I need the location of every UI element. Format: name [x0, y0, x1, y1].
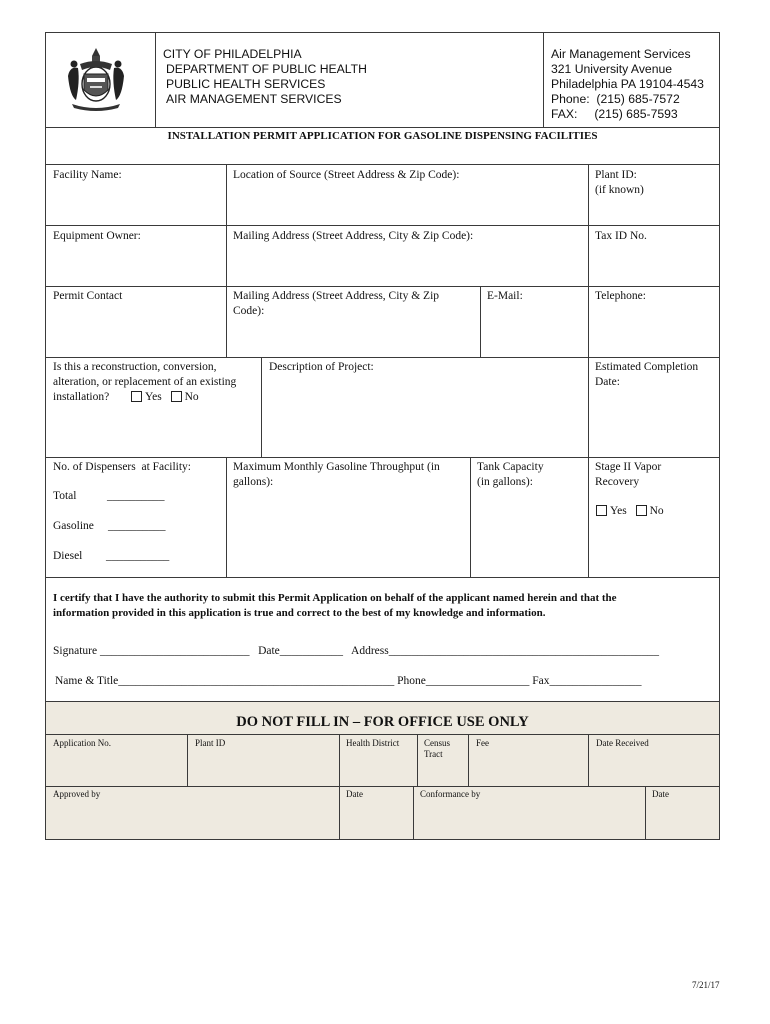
office-date-label: Date: [346, 789, 363, 799]
date-received-label: Date Received: [596, 738, 649, 748]
stage2-options: [594, 504, 664, 519]
approved-by-label: Approved by: [53, 789, 101, 799]
conformance-by-label: Conformance by: [420, 789, 481, 799]
description-label: Description of Project:: [269, 361, 374, 373]
header-divider-left: [155, 32, 156, 128]
reconstruction-question-line-3: [53, 390, 199, 405]
diesel-input[interactable]: ___________: [106, 550, 170, 562]
facility-name-label: Facility Name:: [53, 169, 122, 181]
header-address-line-1: Air Management Services: [551, 47, 691, 61]
telephone-label: Telephone:: [595, 290, 646, 302]
office-date2-label: Date: [652, 789, 669, 799]
diesel-label: Diesel: [53, 550, 83, 562]
form-title: INSTALLATION PERMIT APPLICATION FOR GASOLINE DISPENSING FACILITIES: [167, 130, 598, 142]
header-org-line-1: CITY OF PHILADELPHIA: [163, 47, 302, 61]
header-address-line-3: Philadelphia PA 19104-4543: [551, 77, 704, 91]
reconstruction-yes-label: Yes: [144, 391, 162, 403]
revision-date: 7/21/17: [692, 980, 720, 990]
reconstruction-question-text: installation?: [53, 391, 110, 403]
stage2-label-1: Stage II Vapor: [595, 461, 662, 473]
reconstruction-no-checkbox[interactable]: [171, 391, 182, 402]
contact-mailing-label-2: Code):: [233, 305, 265, 317]
completion-date-label-1: Estimated Completion: [595, 361, 699, 373]
reconstruction-question-line-1: Is this a reconstruction, conversion,: [53, 361, 217, 373]
tank-capacity-label-2: (in gallons):: [477, 476, 533, 488]
throughput-label-1: Maximum Monthly Gasoline Throughput (in: [233, 461, 440, 473]
completion-date-label-2: Date:: [595, 376, 620, 388]
census-tract-label-2: Tract: [424, 749, 443, 759]
signature-line[interactable]: Signature __________________________ Date___________ Address_______________________________________________: [53, 645, 659, 657]
reconstruction-no-label: No: [184, 391, 199, 403]
certification-statement-2: information provided in this application is true and correct to the best of my knowledge and information.: [53, 607, 546, 619]
census-tract-label-1: Census: [424, 738, 451, 748]
header-org-line-3: PUBLIC HEALTH SERVICES: [166, 77, 326, 91]
email-label: E-Mail:: [487, 290, 523, 302]
stage2-yes-checkbox[interactable]: [596, 505, 607, 516]
office-use-banner: DO NOT FILL IN – FOR OFFICE USE ONLY: [236, 714, 529, 730]
location-label: Location of Source (Street Address & Zip Code):: [233, 169, 460, 181]
reconstruction-yes-checkbox[interactable]: [131, 391, 142, 402]
name-title-line[interactable]: Name & Title________________________________________________ Phone__________________ Fax________________: [55, 675, 642, 687]
header-org-line-2: DEPARTMENT OF PUBLIC HEALTH: [166, 62, 367, 76]
stage2-no-label: No: [649, 505, 664, 517]
header-address-line-5: FAX: (215) 685-7593: [551, 107, 678, 121]
total-input[interactable]: __________: [107, 490, 165, 502]
header-org-line-4: AIR MANAGEMENT SERVICES: [166, 92, 342, 106]
reconstruction-question-line-2: alteration, or replacement of an existing: [53, 376, 237, 388]
fee-label: Fee: [476, 738, 489, 748]
plant-id-label: Plant ID:: [595, 169, 637, 181]
certification-statement-1: I certify that I have the authority to submit this Permit Application on behalf of the applicant named herein and that the: [53, 592, 617, 604]
stage2-yes-label: Yes: [610, 505, 627, 517]
plant-id-note: (if known): [595, 184, 644, 196]
dispensers-label: No. of Dispensers at Facility:: [53, 461, 191, 473]
owner-mailing-address-label: Mailing Address (Street Address, City & Zip Code):: [233, 230, 474, 242]
permit-contact-label: Permit Contact: [53, 290, 123, 302]
contact-mailing-label-1: Mailing Address (Street Address, City & Zip: [233, 290, 440, 302]
stage2-label-2: Recovery: [595, 476, 640, 488]
stage2-no-checkbox[interactable]: [636, 505, 647, 516]
gasoline-input[interactable]: __________: [108, 520, 166, 532]
tank-capacity-label-1: Tank Capacity: [477, 461, 544, 473]
header-divider-right: [543, 32, 544, 128]
office-plant-id-label: Plant ID: [195, 738, 226, 748]
application-no-label: Application No.: [53, 738, 111, 748]
tax-id-label: Tax ID No.: [595, 230, 647, 242]
throughput-label-2: gallons):: [233, 476, 274, 488]
gasoline-label: Gasoline: [53, 520, 94, 532]
total-label: Total: [53, 490, 77, 502]
header-address-line-2: 321 University Avenue: [551, 62, 673, 76]
health-district-label: Health District: [346, 738, 400, 748]
equipment-owner-label: Equipment Owner:: [53, 230, 141, 242]
city-seal-icon: [60, 42, 132, 114]
header-address-line-4: Phone: (215) 685-7572: [551, 92, 680, 106]
